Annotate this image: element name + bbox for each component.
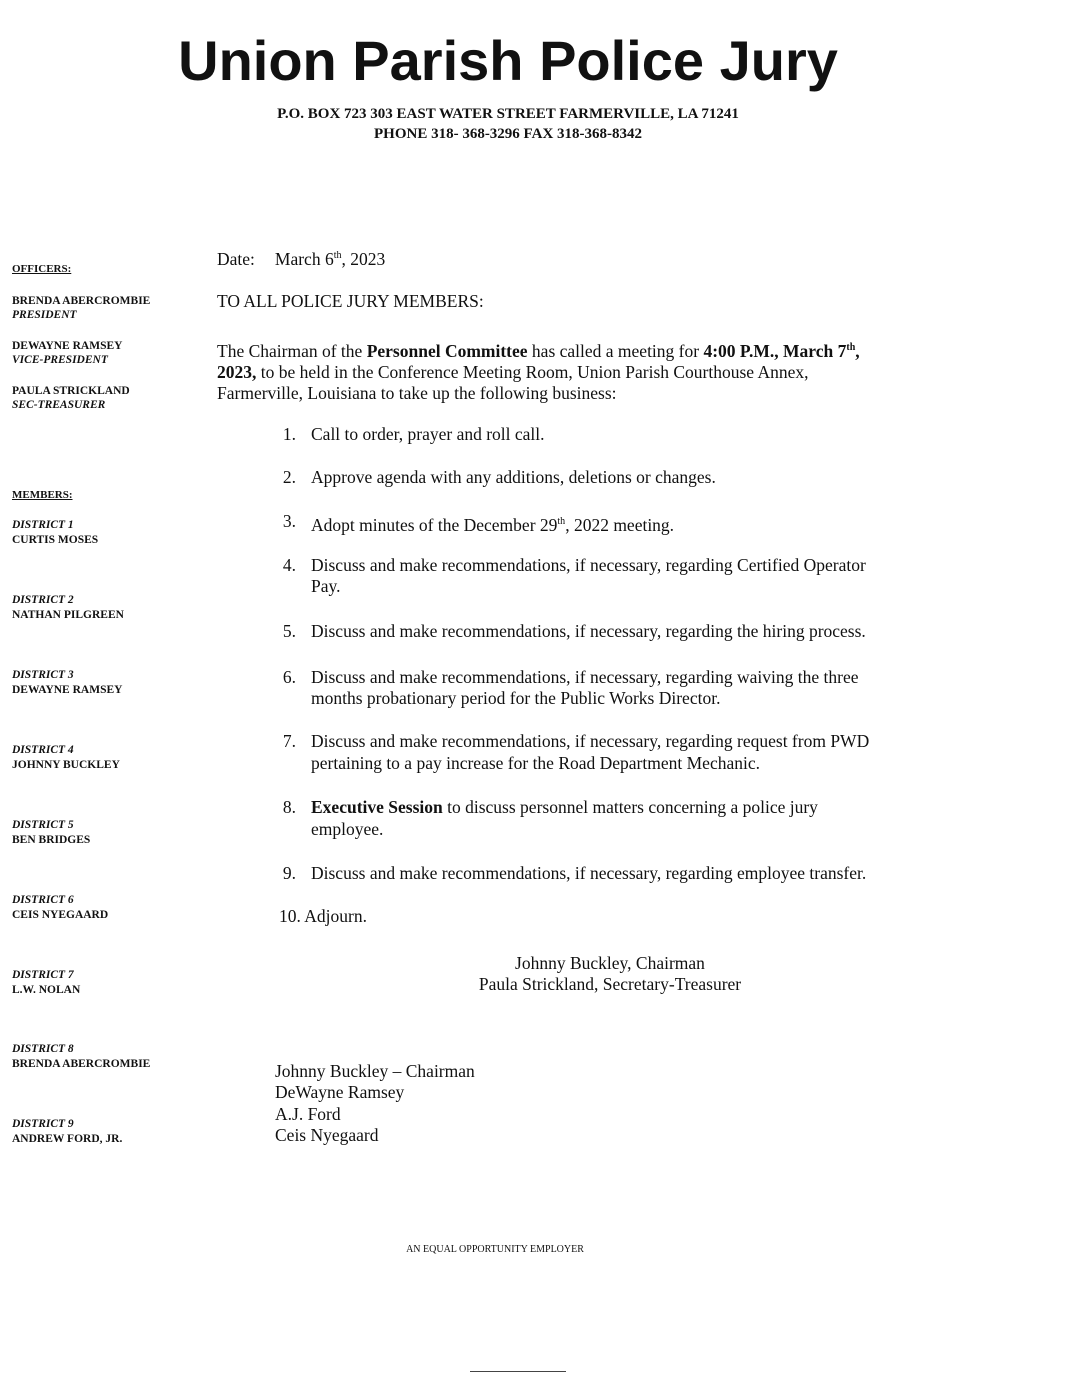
member-district: DISTRICT 3: [12, 669, 74, 681]
member-name: JOHNNY BUCKLEY: [12, 759, 120, 771]
meeting-date: [217, 245, 385, 270]
intro-text: to be held in the Conference Meeting Room, Union Parish Courthouse Annex,: [256, 361, 809, 382]
member-district: DISTRICT 2: [12, 594, 74, 606]
agenda-item-text: Adjourn.: [304, 906, 367, 926]
signature-secretary: Paula Strickland, Secretary-Treasurer: [478, 974, 742, 994]
date-year: , 2023: [341, 248, 386, 269]
agenda-number: 7.: [282, 731, 296, 751]
agenda-number: 6.: [282, 667, 296, 687]
member-district: DISTRICT 5: [12, 819, 74, 831]
officer-name: PAULA STRICKLAND: [12, 385, 130, 397]
meeting-time-suffix: th: [846, 342, 856, 353]
agenda-number: 3.: [282, 511, 296, 531]
member-district: DISTRICT 1: [12, 519, 74, 531]
member-name: NATHAN PILGREEN: [12, 609, 124, 621]
intro-text: has called a meeting for: [527, 340, 704, 361]
agenda-item: Discuss and make recommendations, if necessary, regarding Certified Operator: [311, 555, 866, 575]
agenda-item: Call to order, prayer and roll call.: [311, 424, 545, 444]
agenda-number: 5.: [282, 621, 296, 641]
meeting-year: 2023,: [217, 361, 257, 382]
agenda-number: 10.: [279, 906, 301, 926]
meeting-time: 4:00 P.M., March 7: [703, 340, 847, 361]
member-district: DISTRICT 9: [12, 1118, 74, 1130]
agenda-number: 1.: [282, 424, 296, 444]
member-district: DISTRICT 8: [12, 1043, 74, 1055]
agenda-item-text: Adopt minutes of the December 29: [311, 514, 558, 535]
agenda-item: Discuss and make recommendations, if necessary, regarding employee transfer.: [311, 863, 867, 883]
members-heading: MEMBERS:: [12, 489, 73, 501]
agenda-item-text: to discuss personnel matters concerning a police jury: [442, 797, 818, 817]
intro-text: Farmerville, Louisiana to take up the following business:: [217, 382, 617, 403]
officers-heading: OFFICERS:: [12, 263, 72, 275]
footer-text: AN EQUAL OPPORTUNITY EMPLOYER: [406, 1244, 584, 1255]
committee-member: Johnny Buckley – Chairman: [275, 1061, 475, 1081]
salutation: TO ALL POLICE JURY MEMBERS:: [217, 291, 484, 311]
member-name: BEN BRIDGES: [12, 834, 91, 846]
letterhead-title: [0, 28, 1016, 93]
agenda-number: 9.: [282, 863, 296, 883]
agenda-item: Discuss and make recommendations, if necessary, regarding request from PWD: [311, 731, 870, 751]
agenda-item: [279, 906, 367, 927]
agenda-item: Discuss and make recommendations, if necessary, regarding the hiring process.: [311, 621, 866, 641]
officer-role: PRESIDENT: [12, 309, 77, 321]
committee-member: Ceis Nyegaard: [275, 1125, 379, 1145]
signature-chairman: Johnny Buckley, Chairman: [515, 953, 705, 973]
officer-name: DEWAYNE RAMSEY: [12, 340, 123, 352]
member-name: BRENDA ABERCROMBIE: [12, 1058, 151, 1070]
agenda-number: 4.: [282, 555, 296, 575]
letterhead-phone: PHONE 318- 368-3296 FAX 318-368-8342: [373, 126, 643, 142]
meeting-intro: The Chairman of the Personnel Committee has called a meeting for 4:00 P.M., March 7th, 2023, to be held in the Conference Meeting Room, Union Parish Courthouse Annex, Farmerville, Louisiana to take up the following business:: [217, 337, 977, 404]
member-name: DEWAYNE RAMSEY: [12, 684, 123, 696]
footer-rule: [470, 1371, 566, 1372]
agenda-item: Discuss and make recommendations, if necessary, regarding waiving the three: [311, 667, 859, 687]
officer-name: BRENDA ABERCROMBIE: [12, 295, 151, 307]
agenda-item-continued: months probationary period for the Public Works Director.: [311, 688, 721, 708]
agenda-item-continued: pertaining to a pay increase for the Road Department Mechanic.: [311, 753, 760, 773]
member-name: ANDREW FORD, JR.: [12, 1133, 123, 1145]
agenda-item: [311, 797, 818, 818]
date-suffix: th: [333, 250, 342, 261]
officer-role: VICE-PRESIDENT: [12, 354, 108, 366]
agenda-item-suffix: th: [557, 516, 566, 527]
member-name: L.W. NOLAN: [12, 984, 81, 996]
committee-name: Personnel Committee: [366, 340, 528, 361]
executive-session-label: Executive Session: [311, 797, 443, 817]
committee-member: A.J. Ford: [275, 1104, 341, 1124]
agenda-item: Approve agenda with any additions, deletions or changes.: [311, 467, 716, 487]
agenda-item-text: , 2022 meeting.: [565, 514, 675, 535]
date-value: March 6: [274, 248, 334, 269]
intro-text: The Chairman of the: [217, 340, 367, 361]
agenda-number: 8.: [282, 797, 296, 817]
member-district: DISTRICT 4: [12, 744, 74, 756]
member-name: CEIS NYEGAARD: [12, 909, 109, 921]
member-district: DISTRICT 7: [12, 969, 74, 981]
letterhead-address: P.O. BOX 723 303 EAST WATER STREET FARMERVILLE, LA 71241: [277, 106, 739, 122]
member-district: DISTRICT 6: [12, 894, 74, 906]
agenda-item: [311, 511, 674, 536]
committee-member: DeWayne Ramsey: [275, 1082, 405, 1102]
officer-role: SEC-TREASURER: [12, 399, 106, 411]
date-label: Date:: [217, 248, 255, 269]
member-name: CURTIS MOSES: [12, 534, 99, 546]
agenda-number: 2.: [282, 467, 296, 487]
agenda-item-continued: employee.: [311, 819, 384, 839]
letterhead-title-text: Union Parish Police Jury: [178, 29, 838, 92]
agenda-item-continued: Pay.: [311, 576, 341, 596]
